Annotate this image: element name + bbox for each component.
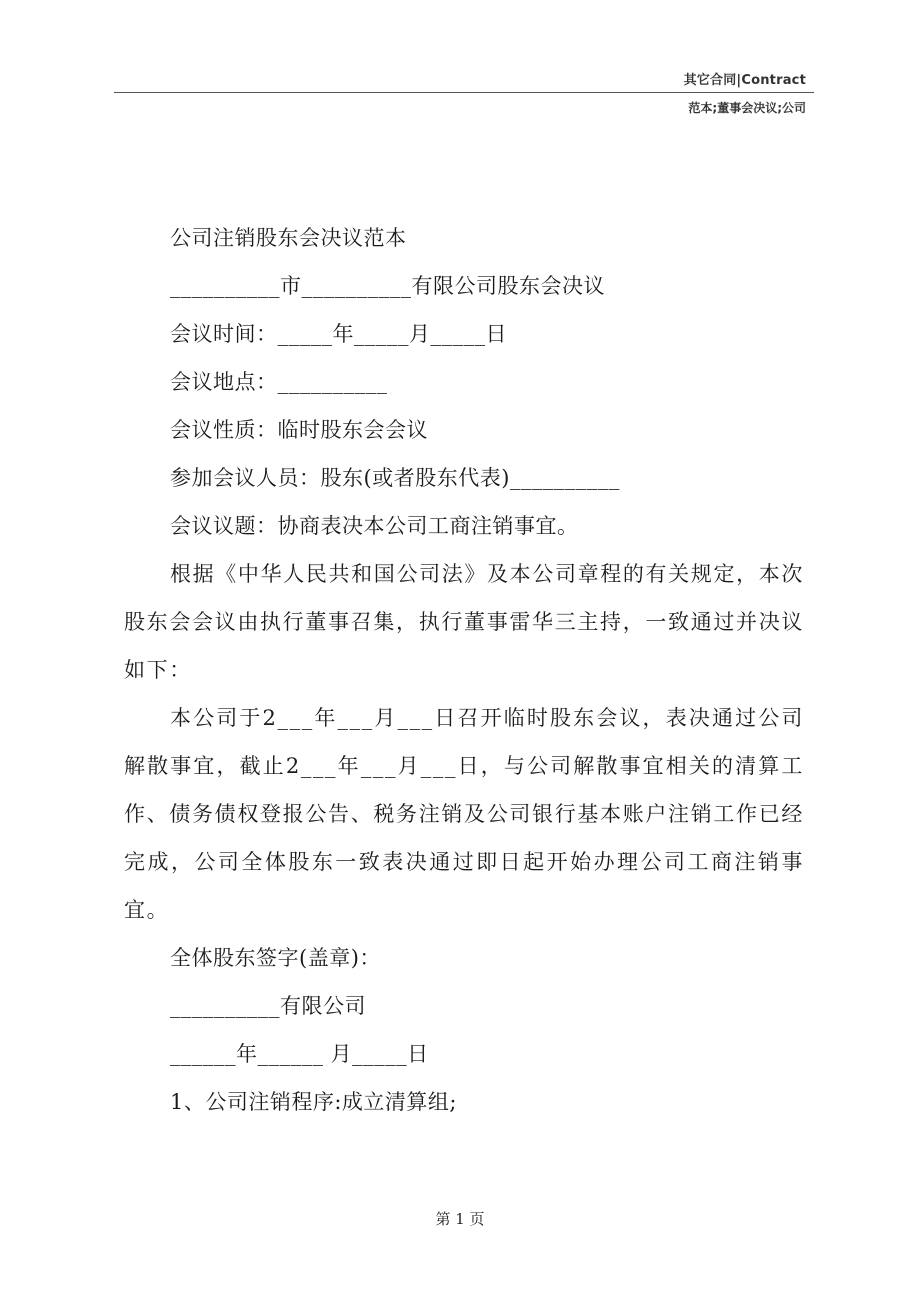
document-title: 公司注销股东会决议范本 xyxy=(170,226,407,250)
signature-company: __________有限公司 xyxy=(170,994,366,1018)
document-body xyxy=(124,214,804,1126)
meeting-nature: 会议性质：临时股东会会议 xyxy=(170,418,428,442)
paragraph-resolution: 本公司于2___年___月___日召开临时股东会议，表决通过公司解散事宜，截止2___年___月___日，与公司解散事宜相关的清算工作、债务债权登报公告、税务注销及公司银行基本账户注销工作已经完成，公司全体股东一致表决通过即日起开始办理公司工商注销事宜。 xyxy=(124,706,804,922)
page-header xyxy=(0,0,920,120)
meeting-topic: 会议议题：协商表决本公司工商注销事宜。 xyxy=(170,514,579,538)
paragraph-legal-basis: 根据《中华人民共和国公司法》及本公司章程的有关规定，本次股东会会议由执行董事召集，执行董事雷华三主持，一致通过并决议如下： xyxy=(124,562,804,682)
header-divider xyxy=(114,92,814,93)
procedure-step-1: 1、公司注销程序:成立清算组; xyxy=(170,1090,458,1114)
company-resolution-line: __________市__________有限公司股东会决议 xyxy=(170,274,605,298)
header-tags: 范本;董事会决议;公司 xyxy=(688,101,806,115)
meeting-attendees: 参加会议人员：股东(或者股东代表)__________ xyxy=(170,466,620,490)
signature-date: ______年______ 月_____日 xyxy=(170,1042,429,1066)
meeting-place: 会议地点：__________ xyxy=(170,370,388,394)
signature-label: 全体股东签字(盖章)： xyxy=(170,946,381,970)
meeting-time: 会议时间：_____年_____月_____日 xyxy=(170,322,507,346)
page-number: 第 1 页 xyxy=(435,1210,485,1228)
header-category: 其它合同|Contract xyxy=(683,73,806,88)
